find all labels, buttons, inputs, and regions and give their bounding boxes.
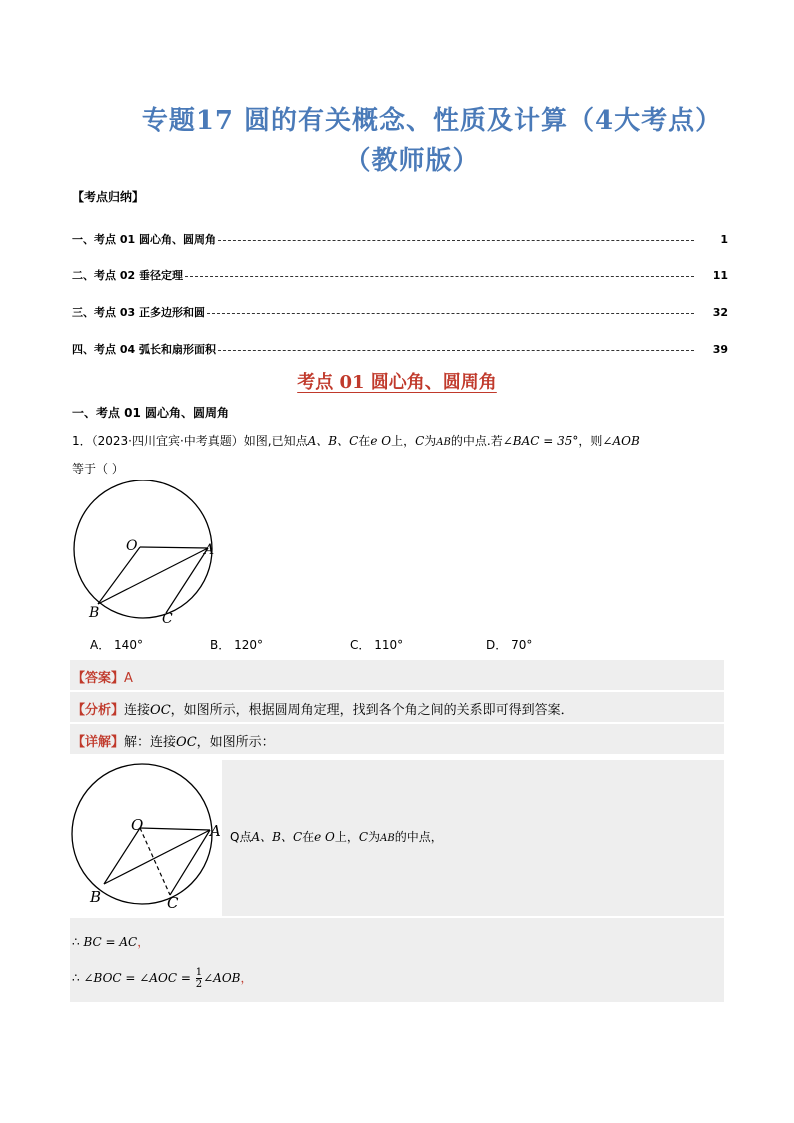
doc-title-line1: 专题17 圆的有关概念、性质及计算（4大考点） bbox=[141, 106, 723, 136]
analysis-row: 【分析】连接OC，如图所示，根据圆周角定理，找到各个角之间的关系即可得到答案． bbox=[72, 703, 574, 718]
toc-item-label: 一、考点 01 圆心角、圆周角 bbox=[72, 233, 216, 246]
label-b: B bbox=[89, 605, 100, 621]
circle-figure-1 bbox=[68, 480, 238, 630]
toc-item-page: 32 bbox=[712, 305, 728, 319]
step-1: ∴ BC = AC， bbox=[72, 935, 150, 949]
figure-2-caption: Q点A、B、C在e O上，C为AB的中点， bbox=[230, 830, 443, 844]
toc-item-page: 1 bbox=[720, 232, 728, 246]
answer-row: 【答案】A bbox=[72, 671, 133, 686]
toc-item-2[interactable] bbox=[72, 267, 728, 283]
toc-leader bbox=[218, 350, 694, 351]
toc-item-label: 二、考点 02 垂径定理 bbox=[72, 269, 183, 282]
doc-title-line2: （教师版） bbox=[344, 146, 480, 176]
label-o: O bbox=[126, 538, 138, 554]
question-text: 1．（2023·四川宜宾·中考真题）如图,已知点A、B、C在e O上，C为AB的中点.若∠BAC = 35°，则∠AOB 等于（ ） bbox=[72, 434, 640, 476]
label-b: B bbox=[90, 888, 102, 906]
toc-leader bbox=[207, 313, 694, 314]
toc-item-page: 39 bbox=[712, 342, 728, 356]
option-b[interactable]: B． 120° bbox=[210, 638, 263, 652]
answer-value: A bbox=[124, 671, 133, 686]
answer-block bbox=[70, 660, 724, 690]
label-c: C bbox=[167, 894, 179, 910]
toc-item-page: 11 bbox=[712, 268, 728, 282]
label-c: C bbox=[162, 611, 173, 627]
toc-leader bbox=[218, 240, 694, 241]
toc-item-label: 四、考点 04 弧长和扇形面积 bbox=[72, 343, 216, 356]
fraction-half: $\frac{1}{2}$ bbox=[195, 967, 203, 990]
toc-item-4[interactable] bbox=[72, 341, 728, 357]
option-c[interactable]: C． 110° bbox=[350, 638, 404, 652]
label-a: A bbox=[204, 542, 215, 558]
subsection-title: 一、考点 01 圆心角、圆周角 bbox=[72, 406, 230, 420]
toc-leader bbox=[185, 276, 694, 277]
section-title: 考点 01 圆心角、圆周角 bbox=[297, 372, 497, 393]
step-2: ∴ ∠BOC = ∠AOC = $\frac{1}{2}$ ∠AOB， bbox=[72, 967, 253, 990]
detail-row: 【详解】解：连接OC，如图所示： bbox=[72, 735, 275, 750]
toc-item-label: 三、考点 03 正多边形和圆 bbox=[72, 306, 205, 319]
circle-figure-2 bbox=[70, 762, 222, 910]
label-a: A bbox=[210, 822, 221, 840]
arc-notation: AB bbox=[436, 437, 451, 448]
option-a[interactable]: A． 140° bbox=[90, 638, 143, 652]
toc-item-1[interactable] bbox=[72, 231, 728, 247]
label-o: O bbox=[131, 816, 144, 834]
toc-heading: 【考点归纳】 bbox=[72, 190, 145, 204]
option-d[interactable]: D． 70° bbox=[486, 638, 533, 652]
toc-item-3[interactable] bbox=[72, 304, 728, 320]
